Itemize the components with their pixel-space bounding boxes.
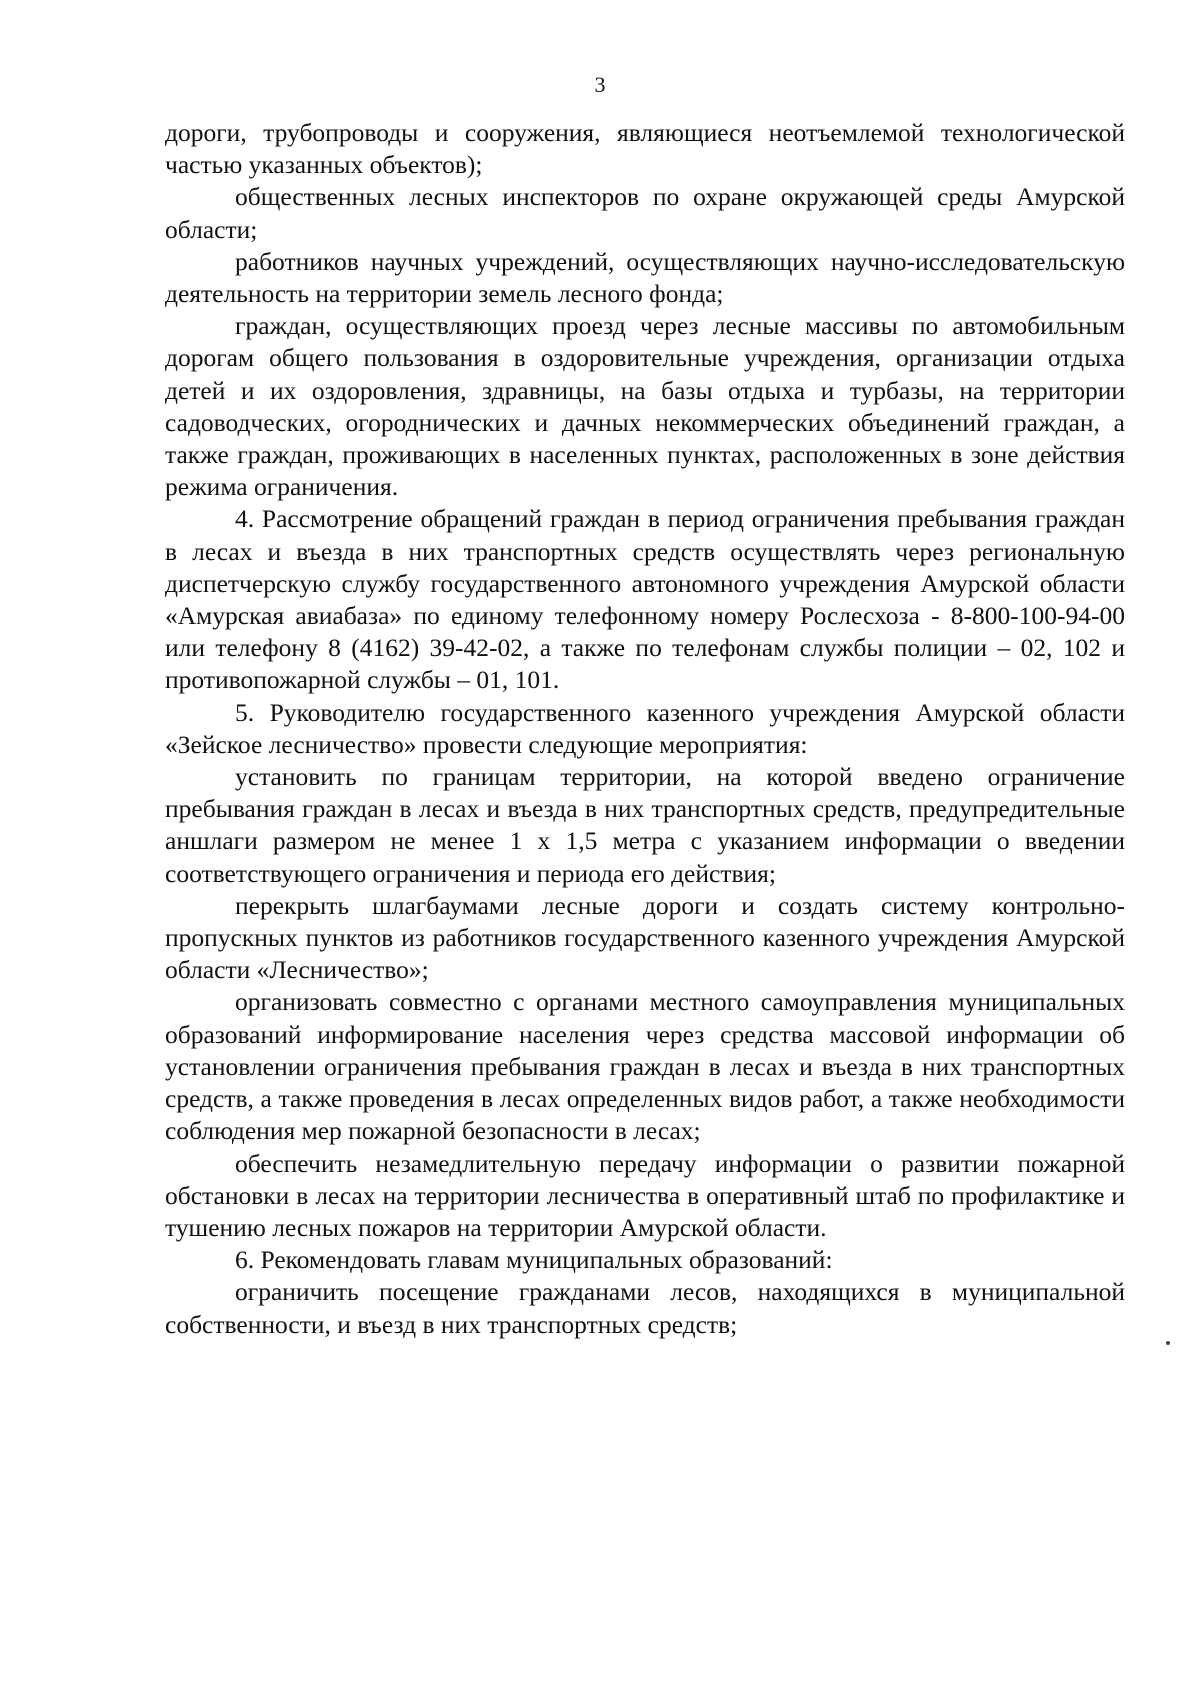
document-body bbox=[165, 117, 1125, 1341]
paragraph-item-6: 6. Рекомендовать главам муниципальных образований: bbox=[235, 1245, 833, 1275]
paragraph-inform-population: организовать совместно с органами местного самоуправления муниципальных образований информирование населения через средства массовой информации об установлении ограничения пребывания граждан в лесах и въезда в них транспортных средств, а также проведения в лесах определенных видов работ, а также необходимости соблюдения мер пожарной безопасности в лесах; bbox=[165, 987, 1125, 1146]
paragraph-item-5: 5. Руководителю государственного казенного учреждения Амурской области «Зейское лесничество» провести следующие мероприятия: bbox=[165, 697, 1125, 759]
paragraph-install-signs: установить по границам территории, на которой введено ограничение пребывания граждан в лесах и въезда в них транспортных средств, предупредительные аншлаги размером не менее 1 х 1,5 метра с указанием информации о введении соответствующего ограничения и периода его действия; bbox=[165, 762, 1125, 888]
paragraph-item-4: 4. Рассмотрение обращений граждан в период ограничения пребывания граждан в лесах и въезда в них транспортных средств осуществлять через региональную диспетчерскую службу государственного автономного учреждения Амурской области «Амурская авиабаза» по единому телефонному номеру Рослесхоза - 8-800-100-94-00 или телефону 8 (4162) 39-42-02, а также по телефонам службы полиции – 02, 102 и противопожарной службы – 01, 101. bbox=[165, 504, 1125, 695]
paragraph-forest-inspectors: общественных лесных инспекторов по охране окружающей среды Амурской области; bbox=[165, 182, 1125, 244]
paragraph-research-workers: работников научных учреждений, осуществляющих научно-исследовательскую деятельность на территории земель лесного фонда; bbox=[165, 246, 1125, 309]
paragraph-restrict-visits: ограничить посещение гражданами лесов, находящихся в муниципальной собственности, и въезд в них транспортных средств; bbox=[165, 1277, 1125, 1339]
paragraph-citizens-transit: граждан, осуществляющих проезд через лесные массивы по автомобильным дорогам общего пользования в оздоровительные учреждения, организации отдыха детей и их оздоровления, здравницы, на базы отдыха и турбазы, на территории садоводческих, огороднических и дачных некоммерческих объединений граждан, а также граждан, проживающих в населенных пунктах, расположенных в зоне действия режима ограничения. bbox=[165, 311, 1125, 502]
paragraph-transfer-information: обеспечить незамедлительную передачу информации о развитии пожарной обстановки в лесах на территории лесничества в оперативный штаб по профилактике и тушению лесных пожаров на территории Амурской области. bbox=[165, 1148, 1125, 1242]
paragraph-barriers: перекрыть шлагбаумами лесные дороги и создать систему контрольно-пропускных пунктов из работников государственного казенного учреждения Амурской области «Лесничество»; bbox=[165, 890, 1125, 985]
margin-dot bbox=[1166, 1341, 1170, 1345]
paragraph-continuation: дороги, трубопроводы и сооружения, являющиеся неотъемлемой технологической частью указанных объектов); bbox=[165, 118, 1125, 180]
page-number: 3 bbox=[594, 72, 606, 97]
